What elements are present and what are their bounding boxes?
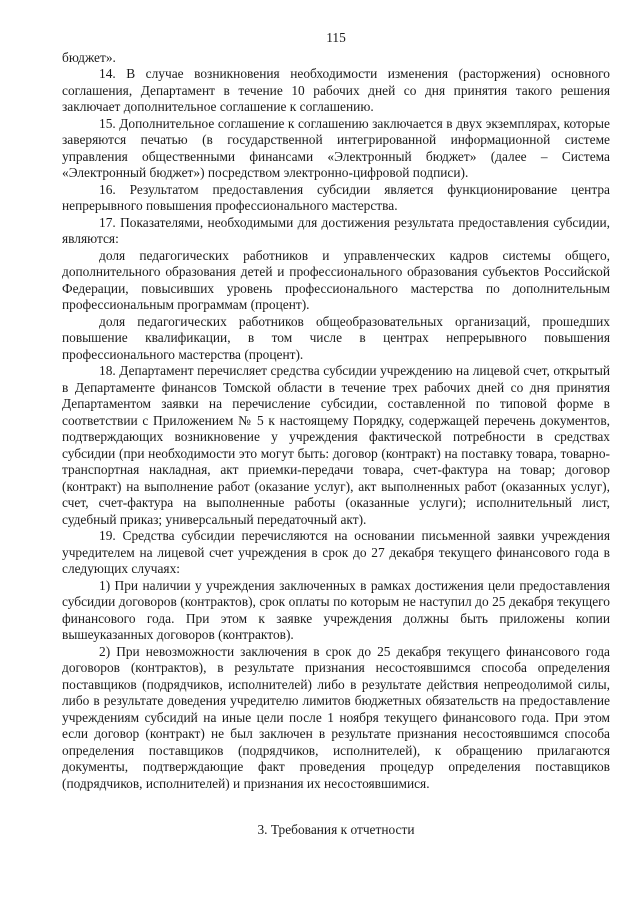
- indicator-1: доля педагогических работников и управленческих кадров системы общего, дополнительного образования детей и профессионального образования субъектов Российской Федерации, повысивших уровень профессионального мастерства по дополнительным профессиональным программам (процент).: [62, 247, 610, 312]
- case-2: 2) При невозможности заключения в срок до 25 декабря текущего финансового года договоров (контрактов), в результате признания несостоявшимся способа определения поставщиков (подрядчиков, исполнителей) либо в результате действия непреодолимой силы, либо в результате доведения учредителю лимитов бюджетных обязательств на предоставление учреждениям субсидий на иные цели после 1 ноября текущего финансового года. При этом если договор (контракт) не был заключен в результате признания несостоявшимся способа определения поставщиков (подрядчиков, исполнителей), к обращению прилагаются документы, подтверждающие факт проведения процедур определения поставщиков (подрядчиков, исполнителей) и признания их несостоявшимися.: [62, 643, 610, 791]
- section-title: 3. Требования к отчетности: [257, 822, 415, 837]
- paragraph-18: 18. Департамент перечисляет средства субсидии учреждению на лицевой счет, открытый в Департаменте финансов Томской области в течение трех рабочих дней со дня принятия Департаментом заявки на перечисление субсидии, составленной по типовой форме в соответствии с Приложением № 5 к настоящему Порядку, содержащей перечень документов, подтверждающих возникновение у учреждения фактической потребности в средствах субсидии (при необходимости это могут быть: договор (контракт) на поставку товара, товарно-транспортная накладная, акт приемки-передачи товара, счет-фактура на товар; договор (контракт) на выполнение работ (оказание услуг), акт выполненных работ (оказанных услуг), счет, счет-фактура на выполненные работы (оказанные услуги); исполнительный лист, судебный приказ; универсальный передаточный акт).: [62, 363, 610, 527]
- paragraph-14: 14. В случае возникновения необходимости изменения (расторжения) основного соглашения, Департамент в течение 10 рабочих дней со дня принятия такого решения заключает дополнительное соглашение к соглашению.: [62, 66, 610, 114]
- paragraph-19: 19. Средства субсидии перечисляются на основании письменной заявки учреждения учредителем на лицевой счет учреждения в срок до 27 декабря текущего финансового года в следующих случаях:: [62, 528, 610, 576]
- paragraph-continuation: бюджет».: [62, 49, 116, 65]
- indicator-2: доля педагогических работников общеобразовательных организаций, прошедших повышение квалификации, в том числе в центрах непрерывного повышения профессионального мастерства (процент).: [62, 313, 610, 362]
- page-number: 115: [326, 30, 346, 45]
- paragraph-15: 15. Дополнительное соглашение к соглашению заключается в двух экземплярах, которые заверяются печатью (в государственной интегрированной информационной системе управления общественными финансами «Электронный бюджет» (далее – Система «Электронный бюджет») посредством электронно-цифровой подписи).: [62, 115, 610, 180]
- paragraph-16: 16. Результатом предоставления субсидии является функционирование центра непрерывного повышения профессионального мастерства.: [62, 181, 610, 213]
- paragraph-17: 17. Показателями, необходимыми для достижения результата предоставления субсидии, являются:: [62, 214, 610, 246]
- document-page: [62, 30, 610, 839]
- case-1: 1) При наличии у учреждения заключенных в рамках достижения цели предоставления субсидии договоров (контрактов), срок оплаты по которым не наступил до 25 декабря текущего финансового года. При этом к заявке учреждения должны быть приложены копии вышеуказанных договоров (контрактов).: [62, 577, 610, 642]
